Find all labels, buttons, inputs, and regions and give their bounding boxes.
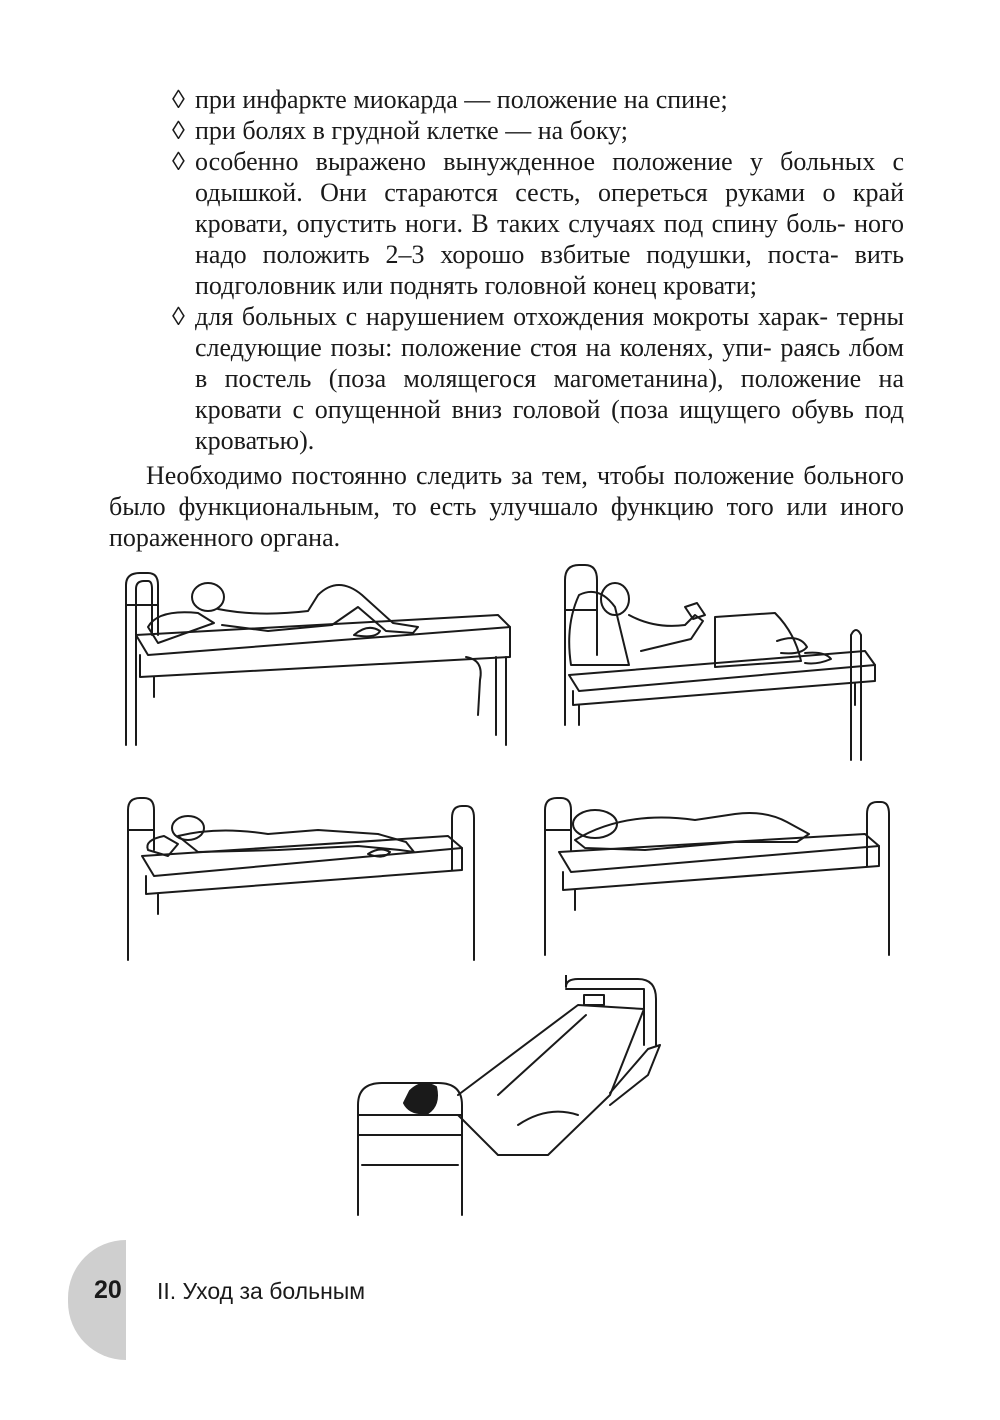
bullet-text-line: для больных с нарушением отхождения мокроты харак- [195,302,828,331]
illustration-semi-sitting-bed [545,555,885,770]
bullet-text-line: положение на кровати с опущенной вниз головой (поза [195,364,904,424]
illustration-prone-bed [535,790,895,965]
illustration-side-lying-bed [118,790,478,970]
illustration-head-down-bed [348,975,678,1225]
bullet-text-line: особенно выражено вынужденное положение у больных [195,147,876,176]
bullet-text-line: ищущего обувь под кроватью). [195,395,904,455]
bullet-text-line: вить подголовник или поднять головной конец кровати; [195,240,905,300]
diamond-bullet-icon: ◊ [172,85,185,114]
bullet-text-line: с одышкой. Они стараются сесть, опереться руками о край [195,147,904,207]
bullet-text-line: ного надо положить 2–3 хорошо взбитые подушки, поста- [195,209,904,269]
body-paragraph [109,460,904,553]
bullet-text-line: при болях в грудной клетке — на боку; [195,116,629,145]
bullet-text-line: кровати, опустить ноги. В таких случаях под спину боль- [195,209,846,238]
bullet-text-line: при инфаркте миокарда — положение на спине; [195,85,728,114]
bullet-item [172,146,904,301]
bullet-item [172,301,904,456]
illustration-supine-bed [118,565,518,755]
paragraph-line: Необходимо постоянно следить за тем, чтобы положение [146,461,795,490]
bullet-item [172,115,904,146]
bullet-text-line: терны следующие позы: положение стоя на коленях, упи- [195,302,904,362]
bullet-item [172,84,904,115]
bullet-list [172,84,904,456]
diamond-bullet-icon: ◊ [172,302,185,331]
paragraph-line: больного было функциональным, то есть улучшало функцию [109,461,904,521]
section-title: II. Уход за больным [157,1278,366,1304]
diamond-bullet-icon: ◊ [172,147,185,176]
diamond-bullet-icon: ◊ [172,116,185,145]
page-number: 20 [94,1276,122,1304]
bullet-text-line: раясь лбом в постель (поза молящегося магометанина), [195,333,905,393]
paragraph-line: того или иного пораженного органа. [109,492,904,552]
